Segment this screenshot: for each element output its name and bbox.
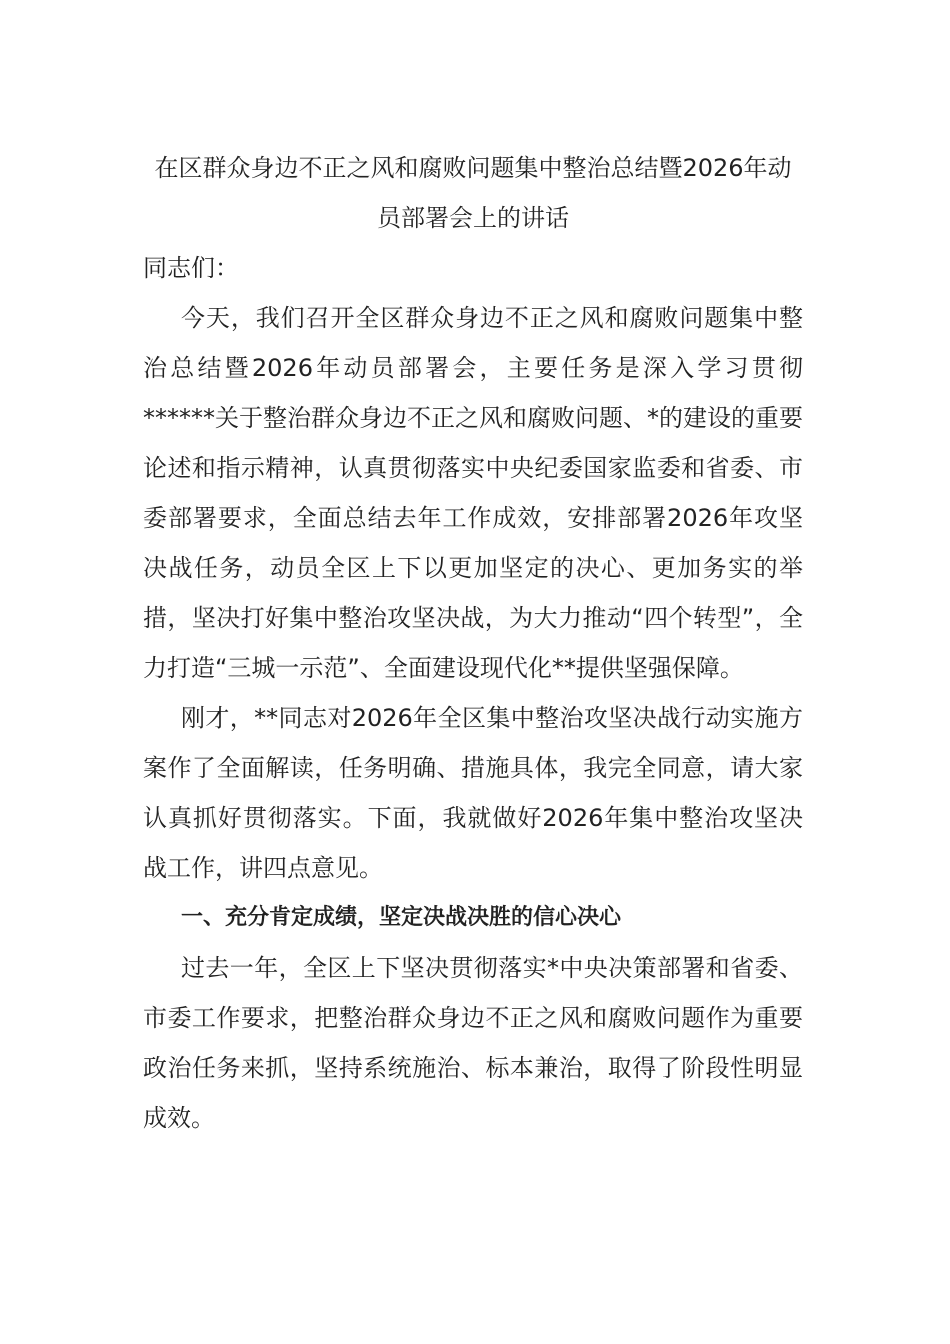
section-1-paragraph: 过去一年，全区上下坚决贯彻落实*中央决策部署和省委、市委工作要求，把整治群众身边不正之风和腐败问题作为重要政治任务来抓，坚持系统施治、标本兼治，取得了阶段性明显成效。 [143, 954, 803, 1132]
document-title: 在区群众身边不正之风和腐败问题集中整治总结暨2026年动员部署会上的讲话 [154, 154, 792, 232]
document-body [143, 143, 803, 1143]
salutation: 同志们： [143, 254, 239, 282]
paragraph-remarks: 刚才，**同志对2026年全区集中整治攻坚决战行动实施方案作了全面解读，任务明确、措施具体，我完全同意，请大家认真抓好贯彻落实。下面，我就做好2026年集中整治攻坚决战工作，讲四点意见。 [143, 704, 803, 882]
section-heading-1: 一、充分肯定成绩，坚定决战决胜的信心决心 [181, 905, 622, 930]
paragraph-opening: 今天，我们召开全区群众身边不正之风和腐败问题集中整治总结暨2026年动员部署会，主要任务是深入学习贯彻******关于整治群众身边不正之风和腐败问题、*的建设的重要论述和指示精神，认真贯彻落实中央纪委国家监委和省委、市委部署要求，全面总结去年工作成效，安排部署2026年攻坚决战任务，动员全区上下以更加坚定的决心、更加务实的举措，坚决打好集中整治攻坚决战，为大力推动“四个转型”，全力打造“三城一示范”、全面建设现代化**提供坚强保障。 [143, 304, 803, 682]
